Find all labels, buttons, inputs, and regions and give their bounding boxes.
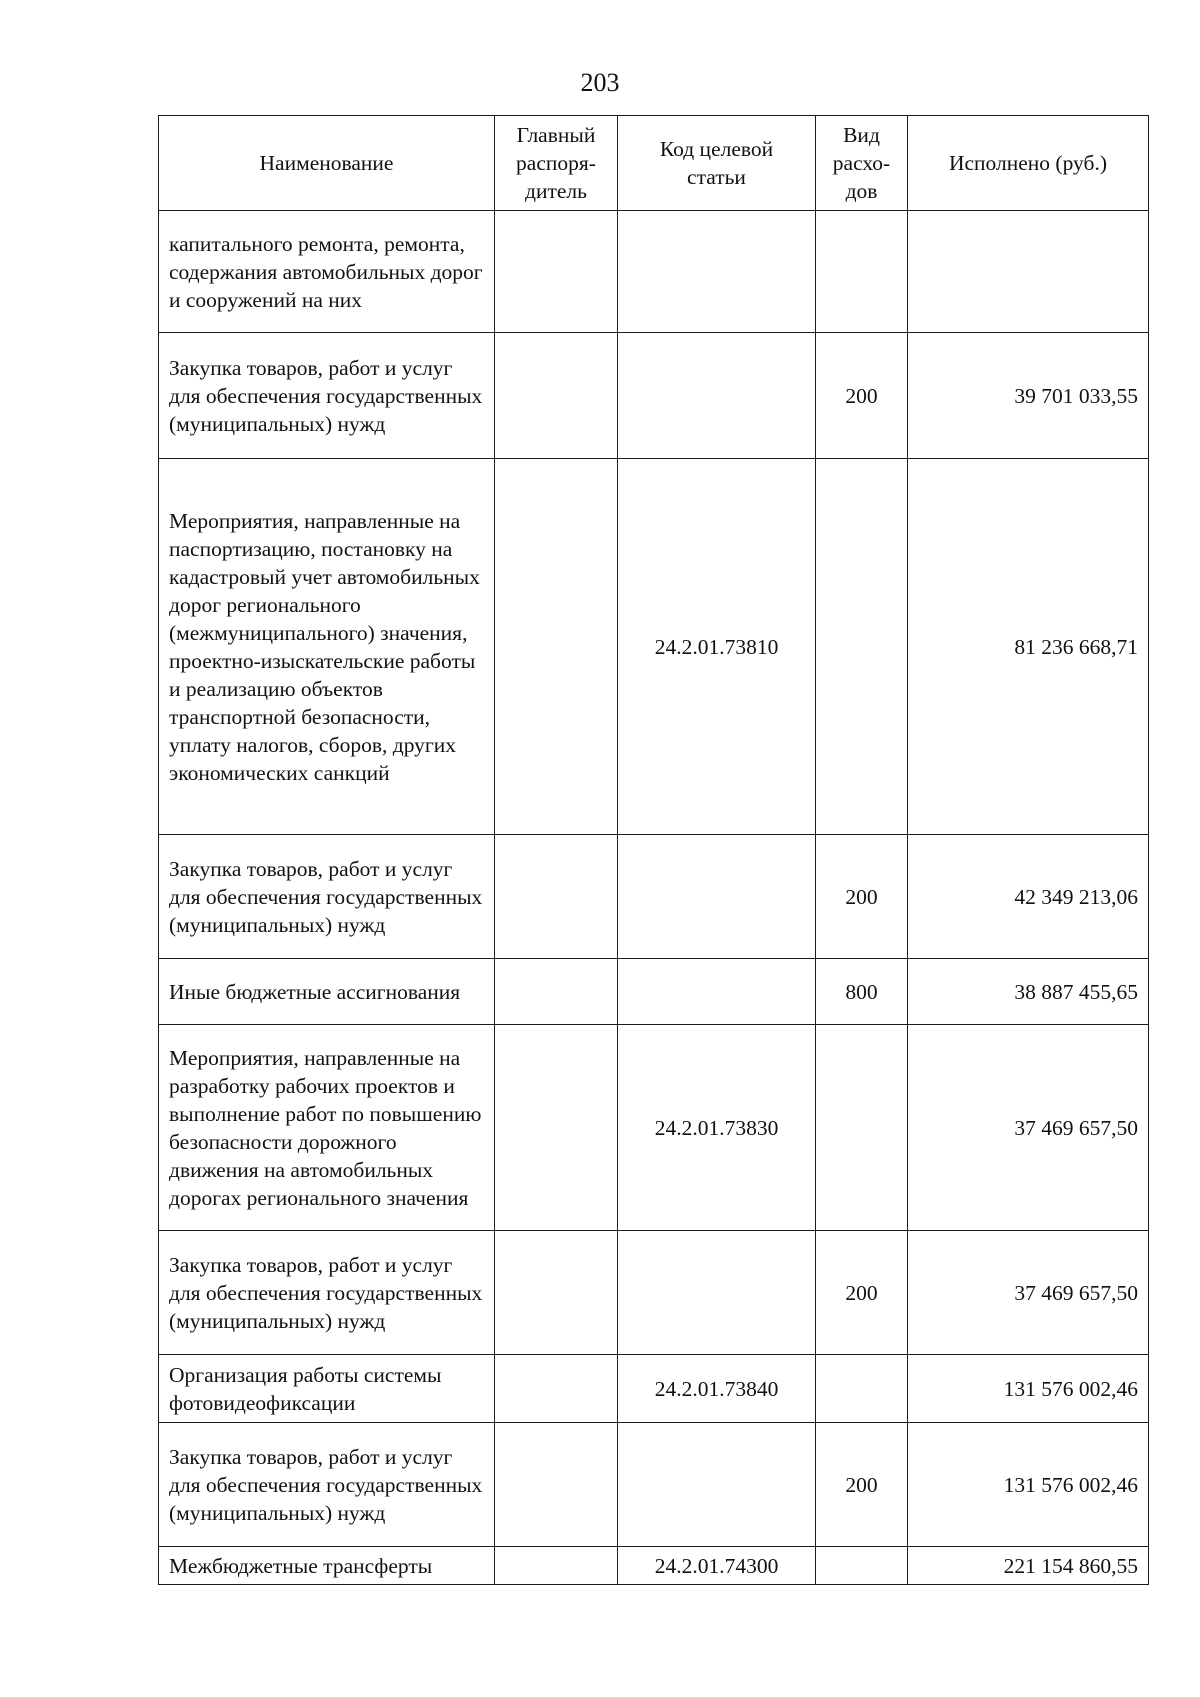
budget-table: [158, 115, 1149, 1585]
row-name: Закупка товаров, работ и услуг для обеспечения государственных (муниципальных) нужд: [159, 835, 495, 959]
row-kind: [816, 1355, 908, 1423]
table-row: [159, 1547, 1149, 1585]
row-amount: 37 469 657,50: [908, 1231, 1149, 1355]
row-code: [618, 211, 816, 333]
row-name: Мероприятия, направленные на разработку рабочих проектов и выполнение работ по повышению безопасности дорожного движения на автомобильных дорогах регионального значения: [159, 1025, 495, 1231]
table-row: [159, 1423, 1149, 1547]
row-name: Закупка товаров, работ и услуг для обеспечения государственных (муниципальных) нужд: [159, 1231, 495, 1355]
row-name: Межбюджетные трансферты: [159, 1547, 495, 1585]
row-kind: 200: [816, 333, 908, 459]
row-manager: [495, 1547, 618, 1585]
row-code: [618, 333, 816, 459]
row-manager: [495, 1025, 618, 1231]
table-row: [159, 459, 1149, 835]
column-header-manager: Главный распоря-дитель: [495, 116, 618, 211]
row-manager: [495, 1355, 618, 1423]
row-manager: [495, 1231, 618, 1355]
row-kind: [816, 459, 908, 835]
row-kind: [816, 211, 908, 333]
row-kind: 800: [816, 959, 908, 1025]
row-code: [618, 959, 816, 1025]
row-amount: 221 154 860,55: [908, 1547, 1149, 1585]
row-manager: [495, 835, 618, 959]
table-row: [159, 835, 1149, 959]
row-code: 24.2.01.73840: [618, 1355, 816, 1423]
row-amount: 131 576 002,46: [908, 1423, 1149, 1547]
row-kind: 200: [816, 835, 908, 959]
row-name: капитального ремонта, ремонта, содержания автомобильных дорог и сооружений на них: [159, 211, 495, 333]
row-amount: 42 349 213,06: [908, 835, 1149, 959]
column-header-kind: Вид расхо-дов: [816, 116, 908, 211]
row-amount: [908, 211, 1149, 333]
row-amount: 81 236 668,71: [908, 459, 1149, 835]
column-header-name: Наименование: [159, 116, 495, 211]
row-amount: 38 887 455,65: [908, 959, 1149, 1025]
table-row: [159, 1025, 1149, 1231]
row-amount: 39 701 033,55: [908, 333, 1149, 459]
row-code: [618, 1231, 816, 1355]
row-manager: [495, 333, 618, 459]
table-row: [159, 959, 1149, 1025]
row-kind: 200: [816, 1423, 908, 1547]
row-name: Иные бюджетные ассигнования: [159, 959, 495, 1025]
row-name: Организация работы системы фотовидеофиксации: [159, 1355, 495, 1423]
row-name: Закупка товаров, работ и услуг для обеспечения государственных (муниципальных) нужд: [159, 1423, 495, 1547]
row-code: 24.2.01.73830: [618, 1025, 816, 1231]
row-code: [618, 1423, 816, 1547]
row-manager: [495, 459, 618, 835]
row-name: Мероприятия, направленные на паспортизацию, постановку на кадастровый учет автомобильных дорог регионального (межмуниципального) значения, проектно-изыскательские работы и реализацию объектов транспортной безопасности, уплату налогов, сборов, других экономических санкций: [159, 459, 495, 835]
row-code: [618, 835, 816, 959]
row-kind: [816, 1025, 908, 1231]
column-header-amount: Исполнено (руб.): [908, 116, 1149, 211]
row-code: 24.2.01.73810: [618, 459, 816, 835]
row-code: 24.2.01.74300: [618, 1547, 816, 1585]
row-amount: 37 469 657,50: [908, 1025, 1149, 1231]
table-header-row: [159, 116, 1149, 211]
table-row: [159, 333, 1149, 459]
row-manager: [495, 959, 618, 1025]
row-kind: 200: [816, 1231, 908, 1355]
table-row: [159, 1231, 1149, 1355]
row-kind: [816, 1547, 908, 1585]
page-number: 203: [580, 68, 620, 97]
row-manager: [495, 1423, 618, 1547]
table-row: [159, 1355, 1149, 1423]
row-manager: [495, 211, 618, 333]
row-name: Закупка товаров, работ и услуг для обеспечения государственных (муниципальных) нужд: [159, 333, 495, 459]
row-amount: 131 576 002,46: [908, 1355, 1149, 1423]
table-row: [159, 211, 1149, 333]
column-header-code: Код целевой статьи: [618, 116, 816, 211]
